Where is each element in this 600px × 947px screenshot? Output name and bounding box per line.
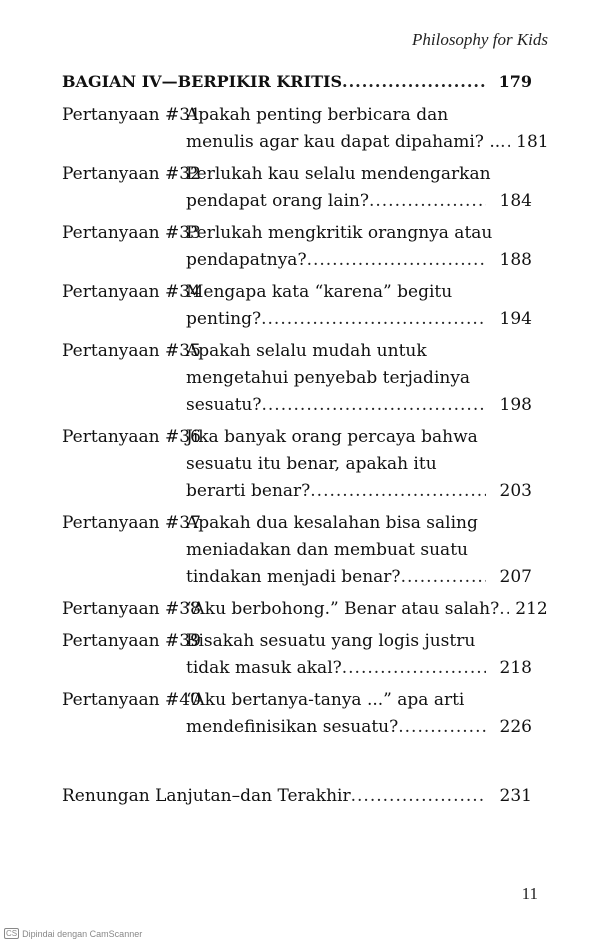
toc-entry (62, 427, 532, 508)
question-page: 181 (516, 132, 549, 152)
question-number: Pertanyaan #36 (62, 427, 201, 447)
scanner-watermark (4, 928, 142, 939)
question-text: Perlukah kau selalu mendengarkan (186, 164, 491, 184)
question-text: Bisakah sesuatu yang logis justru (186, 631, 476, 651)
final-page: 231 (499, 786, 532, 806)
question-number: Pertanyaan #38 (62, 599, 201, 619)
question-text: sesuatu itu benar, apakah itu (186, 454, 437, 474)
dot-leader (401, 567, 486, 587)
question-number: Pertanyaan #33 (62, 223, 201, 243)
toc-entry (62, 599, 548, 626)
question-text: sesuatu? (186, 395, 262, 415)
question-page: 198 (499, 395, 532, 415)
question-page: 203 (499, 481, 532, 501)
table-of-contents (62, 72, 549, 813)
question-page: 188 (499, 250, 532, 270)
question-number: Pertanyaan #39 (62, 631, 201, 651)
question-list (62, 105, 549, 744)
toc-entry (62, 105, 549, 159)
toc-part-heading (62, 72, 532, 99)
question-text: Apakah penting berbicara dan (186, 105, 449, 125)
question-number: Pertanyaan #31 (62, 105, 201, 125)
question-text: pendapat orang lain? (186, 191, 369, 211)
dot-leader (499, 599, 509, 619)
question-number: Pertanyaan #37 (62, 513, 201, 533)
question-text: berarti benar? (186, 481, 311, 501)
question-page: 226 (499, 717, 532, 737)
part-page: 179 (498, 72, 532, 91)
question-text: Mengapa kata “karena” begitu (186, 282, 453, 302)
question-text: Perlukah mengkritik orangnya atau (186, 223, 493, 243)
dot-leader (342, 658, 486, 678)
question-number: Pertanyaan #40 (62, 690, 201, 710)
question-text: mengetahui penyebab terjadinya (186, 368, 471, 388)
question-text: tidak masuk akal? (186, 658, 342, 678)
question-text: Jika banyak orang percaya bahwa (186, 427, 478, 447)
toc-entry (62, 223, 532, 277)
dot-leader (500, 132, 510, 152)
question-page: 207 (499, 567, 532, 587)
question-text: meniadakan dan membuat suatu (186, 540, 468, 560)
scanner-text: Dipindai dengan CamScanner (22, 928, 143, 939)
toc-entry (62, 513, 532, 594)
dot-leader (342, 72, 486, 91)
dot-leader (310, 481, 486, 501)
question-text: tindakan menjadi benar? (186, 567, 401, 587)
toc-final-entry (62, 786, 532, 813)
toc-entry (62, 164, 532, 218)
question-page: 194 (499, 309, 532, 329)
question-text: menulis agar kau dapat dipahami? .. (186, 132, 501, 152)
question-number: Pertanyaan #32 (62, 164, 201, 184)
toc-entry (62, 282, 532, 336)
question-text: Apakah dua kesalahan bisa saling (186, 513, 478, 533)
dot-leader (351, 786, 486, 806)
question-number: Pertanyaan #34 (62, 282, 201, 302)
question-text: “Aku berbohong.” Benar atau salah? (186, 599, 500, 619)
dot-leader (398, 717, 486, 737)
toc-entry (62, 631, 532, 685)
dot-leader (261, 309, 486, 329)
running-header: Philosophy for Kids (411, 30, 548, 49)
dot-leader (262, 395, 487, 415)
question-text: “Aku bertanya-tanya ...” apa arti (186, 690, 465, 710)
question-text: Apakah selalu mudah untuk (186, 341, 427, 361)
dot-leader (369, 191, 486, 211)
question-text: pendapatnya? (186, 250, 307, 270)
dot-leader (307, 250, 486, 270)
question-text: mendefinisikan sesuatu? (186, 717, 399, 737)
page-number: 11 (521, 884, 538, 903)
question-number: Pertanyaan #35 (62, 341, 201, 361)
question-page: 218 (499, 658, 532, 678)
question-text: penting? (186, 309, 262, 329)
toc-entry (62, 341, 532, 422)
final-label: Renungan Lanjutan–dan Terakhir (62, 786, 351, 806)
part-label: BAGIAN IV—BERPIKIR KRITIS (62, 72, 343, 91)
question-page: 212 (515, 599, 548, 619)
toc-entry (62, 690, 532, 744)
question-page: 184 (499, 191, 532, 211)
camscanner-logo-icon: CS (6, 929, 18, 938)
